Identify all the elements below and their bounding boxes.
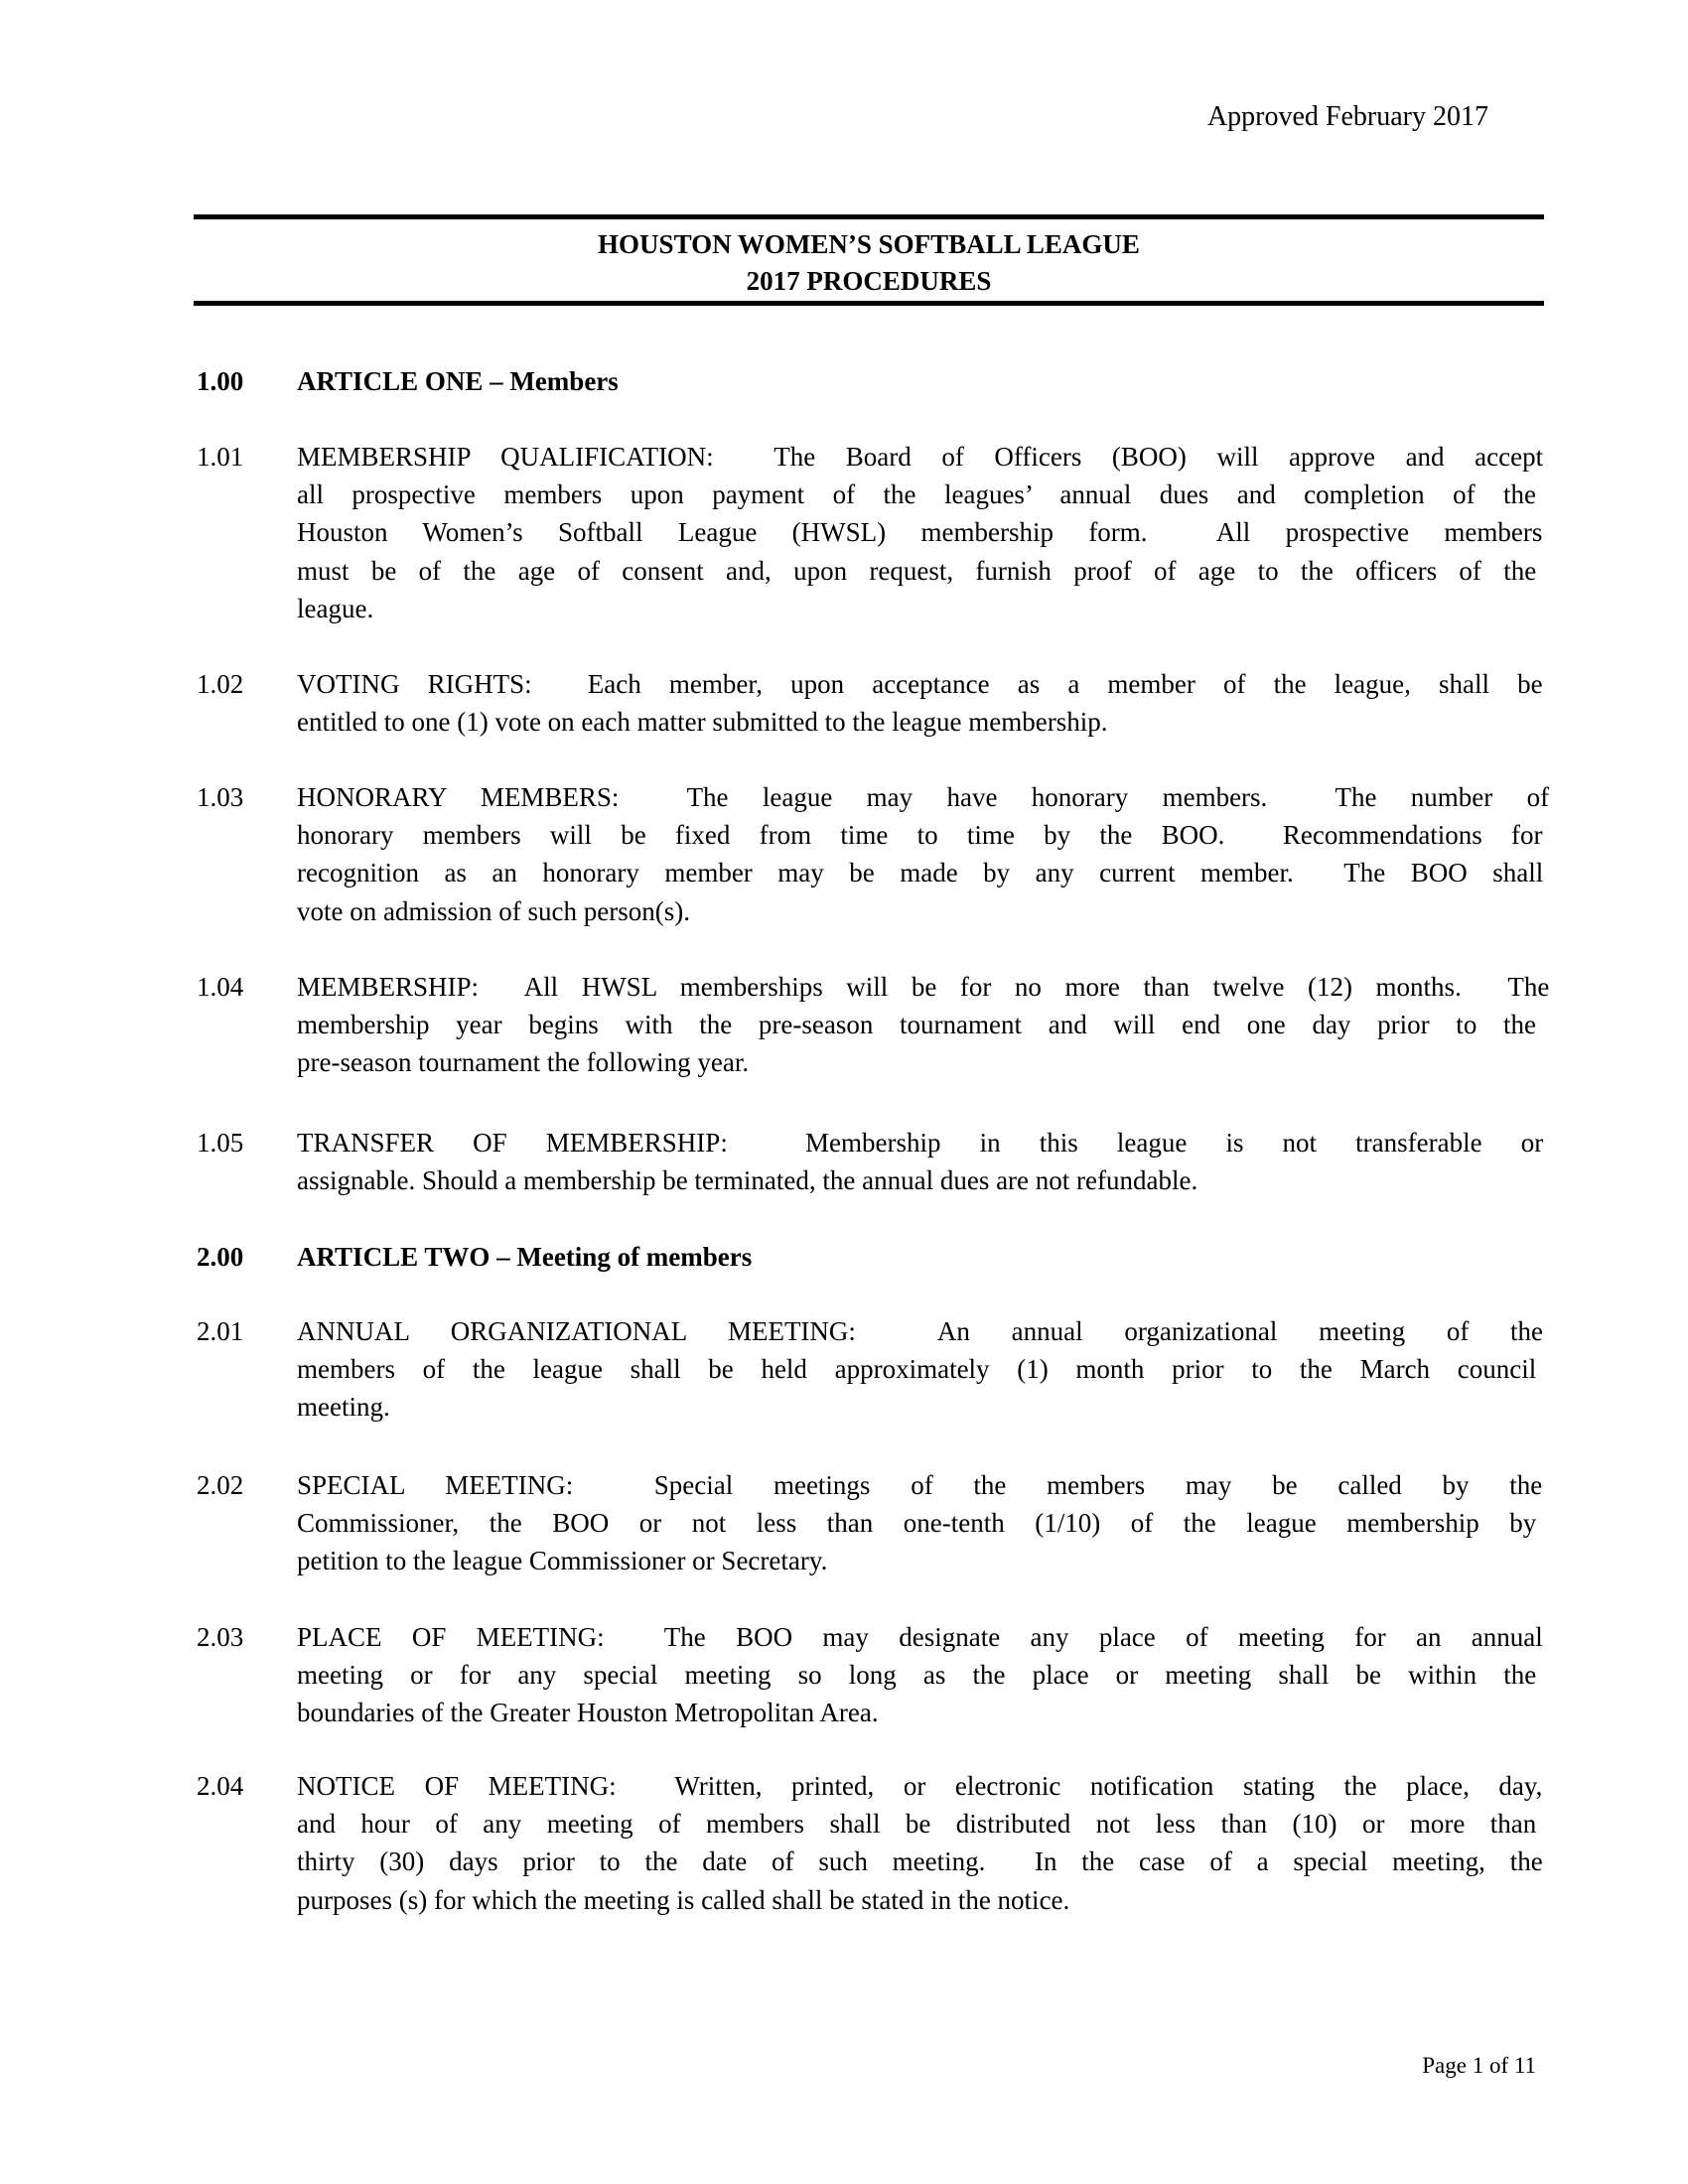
section-heading: ARTICLE TWO – Meeting of members	[297, 1242, 753, 1272]
item-text-membership	[297, 968, 1550, 1082]
text-line: boundaries of the Greater Houston Metropolitan Area.	[297, 1698, 879, 1728]
item-number: 1.04	[197, 972, 244, 1002]
item-number: 2.01	[197, 1316, 244, 1346]
text-line: MEMBERSHIP QUALIFICATION: The Board of Officers (BOO) will approve and accept	[297, 442, 1544, 472]
text-line: MEMBERSHIP: All HWSL memberships will be for no more than twelve (12) months. The	[297, 972, 1550, 1002]
text-line: entitled to one (1) vote on each matter submitted to the league membership.	[297, 707, 1108, 738]
text-line: honorary members will be fixed from time to time by the BOO. Recommendations for	[297, 820, 1543, 851]
text-line: all prospective members upon payment of the leagues’ annual dues and completion of the	[297, 479, 1536, 510]
document-title: HOUSTON WOMEN’S SOFTBALL LEAGUE	[598, 229, 1140, 259]
section-number: 2.00	[197, 1242, 244, 1272]
document-subtitle: 2017 PROCEDURES	[746, 266, 992, 296]
text-line: TRANSFER OF MEMBERSHIP: Membership in this league is not transferable or	[297, 1128, 1544, 1158]
item-number: 1.02	[197, 669, 244, 699]
item-number: 2.03	[197, 1622, 244, 1652]
item-text-voting-rights	[297, 665, 1543, 741]
text-line: vote on admission of such person(s).	[297, 895, 690, 926]
title-rule-top	[194, 214, 1544, 219]
text-line: SPECIAL MEETING: Special meetings of the members may be called by the	[297, 1470, 1543, 1500]
item-text-transfer-of-membership	[297, 1124, 1544, 1199]
text-line: pre-season tournament the following year.	[297, 1047, 750, 1078]
text-line: Houston Women’s Softball League (HWSL) membership form. All prospective members	[297, 517, 1543, 548]
item-text-honorary-members	[297, 778, 1550, 930]
text-line: membership year begins with the pre-season tournament and will end one day prior to the	[297, 1010, 1536, 1040]
text-line: Commissioner, the BOO or not less than one-tenth (1/10) of the league membership by	[297, 1508, 1537, 1539]
text-line: must be of the age of consent and, upon request, furnish proof of age to the officers of the	[297, 555, 1537, 586]
item-number: 2.04	[197, 1771, 244, 1801]
title-rule-bottom	[194, 301, 1544, 306]
item-text-annual-organizational-meeting	[297, 1312, 1544, 1427]
item-text-place-of-meeting	[297, 1618, 1543, 1732]
section-number: 1.00	[197, 366, 244, 396]
item-text-notice-of-meeting	[297, 1767, 1543, 1919]
approval-date: Approved February 2017	[1206, 101, 1488, 132]
item-number: 1.01	[197, 442, 244, 472]
text-line: ANNUAL ORGANIZATIONAL MEETING: An annual organizational meeting of the	[297, 1316, 1544, 1346]
text-line: HONORARY MEMBERS: The league may have honorary members. The number of	[297, 782, 1550, 812]
item-number: 1.03	[197, 782, 244, 812]
text-line: PLACE OF MEETING: The BOO may designate any place of meeting for an annual	[297, 1622, 1543, 1652]
text-line: and hour of any meeting of members shall be distributed not less than (10) or more than	[297, 1809, 1537, 1840]
section-heading: ARTICLE ONE – Members	[297, 366, 619, 396]
text-line: VOTING RIGHTS: Each member, upon acceptance as a member of the league, shall be	[297, 669, 1543, 699]
text-line: members of the league shall be held approximately (1) month prior to the March council	[297, 1354, 1537, 1385]
item-number: 1.05	[197, 1128, 244, 1158]
text-line: purposes (s) for which the meeting is called shall be stated in the notice.	[297, 1884, 1070, 1915]
text-line: assignable. Should a membership be terminated, the annual dues are not refundable.	[297, 1165, 1198, 1196]
text-line: recognition as an honorary member may be made by any current member. The BOO shall	[297, 858, 1544, 888]
text-line: thirty (30) days prior to the date of such meeting. In the case of a special meeting, the	[297, 1846, 1543, 1877]
item-text-special-meeting	[297, 1466, 1543, 1580]
page-number: Page 1 of 11	[1422, 2053, 1536, 2078]
text-line: NOTICE OF MEETING: Written, printed, or electronic notification stating the place, day,	[297, 1771, 1543, 1801]
text-line: petition to the league Commissioner or Secretary.	[297, 1546, 828, 1576]
text-line: meeting or for any special meeting so long as the place or meeting shall be within the	[297, 1660, 1537, 1691]
text-line: meeting.	[297, 1392, 390, 1423]
text-line: league.	[297, 593, 374, 623]
item-number: 2.02	[197, 1470, 244, 1500]
item-text-membership-qualification	[297, 438, 1544, 627]
